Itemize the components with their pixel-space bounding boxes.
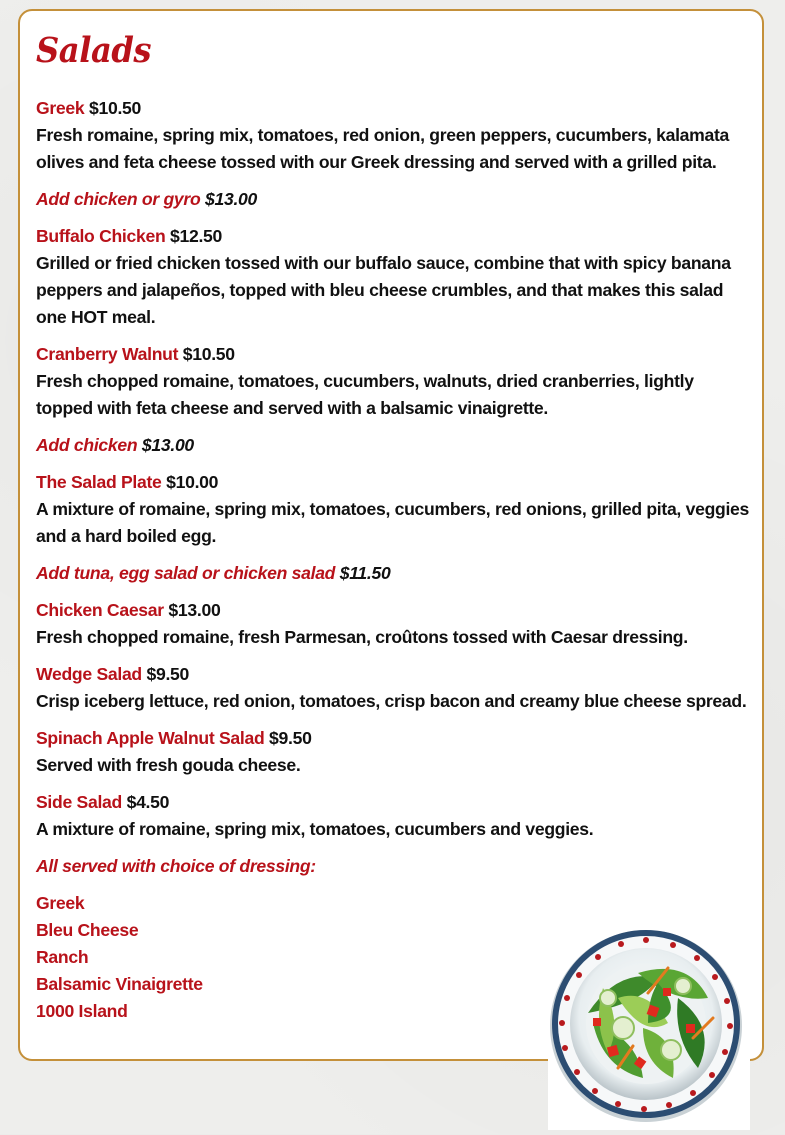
menu-item: [36, 341, 750, 422]
dressing-option: Bleu Cheese: [36, 920, 139, 940]
add-on-price: $13.00: [205, 189, 258, 209]
menu-item: [36, 597, 750, 651]
menu-item: [36, 661, 750, 715]
menu-item: [36, 789, 750, 843]
menu-content: [36, 95, 750, 1025]
item-name: Greek: [36, 98, 85, 118]
menu-item: [36, 95, 750, 176]
dressing-option: Balsamic Vinaigrette: [36, 974, 203, 994]
add-on-line: [36, 432, 750, 459]
item-price: $13.00: [168, 600, 221, 620]
item-name: The Salad Plate: [36, 472, 162, 492]
add-on-price: $11.50: [339, 563, 391, 583]
item-name: Wedge Salad: [36, 664, 142, 684]
item-name: Buffalo Chicken: [36, 226, 166, 246]
item-price: $12.50: [170, 226, 223, 246]
dressing-option: Ranch: [36, 947, 89, 967]
menu-item: [36, 469, 750, 550]
salad-plate-icon: [548, 928, 750, 1130]
item-price: $9.50: [146, 664, 190, 684]
item-description: Fresh chopped romaine, tomatoes, cucumbers, walnuts, dried cranberries, lightly topped with feta cheese and served with a balsamic vinaigrette.: [36, 371, 694, 418]
dressing-option: 1000 Island: [36, 1001, 128, 1021]
item-price: $4.50: [126, 792, 170, 812]
item-price: $10.50: [182, 344, 235, 364]
item-description: Crisp iceberg lettuce, red onion, tomatoes, crisp bacon and creamy blue cheese spread.: [36, 691, 747, 711]
dressing-option: Greek: [36, 893, 85, 913]
section-title: Salads: [36, 30, 152, 71]
item-name: Chicken Caesar: [36, 600, 164, 620]
item-name: Spinach Apple Walnut Salad: [36, 728, 265, 748]
item-price: $10.50: [88, 98, 141, 118]
item-name: Side Salad: [36, 792, 122, 812]
item-description: A mixture of romaine, spring mix, tomatoes, cucumbers, red onions, grilled pita, veggies and a hard boiled egg.: [36, 499, 750, 546]
dressing-heading: All served with choice of dressing:: [36, 856, 316, 876]
menu-item: [36, 725, 750, 779]
item-name: Cranberry Walnut: [36, 344, 179, 364]
item-description: Fresh chopped romaine, fresh Parmesan, croûtons tossed with Caesar dressing.: [36, 627, 688, 647]
item-description: Fresh romaine, spring mix, tomatoes, red onion, green peppers, cucumbers, kalamata olives and feta cheese tossed with our Greek dressing and served with a grilled pita.: [36, 125, 730, 172]
add-on-line: [36, 186, 750, 213]
add-on-label: Add chicken: [36, 435, 138, 455]
add-on-price: $13.00: [141, 435, 194, 455]
item-price: $9.50: [269, 728, 312, 748]
add-on-label: Add chicken or gyro: [36, 189, 201, 209]
item-description: Grilled or fried chicken tossed with our buffalo sauce, combine that with spicy banana peppers and jalapeños, topped with bleu cheese crumbles, and that makes this salad one HOT meal.: [36, 253, 731, 327]
menu-item: [36, 223, 750, 331]
add-on-label: Add tuna, egg salad or chicken salad: [36, 563, 336, 583]
add-on-line: [36, 560, 750, 587]
item-description: Served with fresh gouda cheese.: [36, 755, 301, 775]
item-description: A mixture of romaine, spring mix, tomatoes, cucumbers and veggies.: [36, 819, 594, 839]
item-price: $10.00: [166, 472, 219, 492]
salad-plate-illustration: [548, 928, 750, 1130]
